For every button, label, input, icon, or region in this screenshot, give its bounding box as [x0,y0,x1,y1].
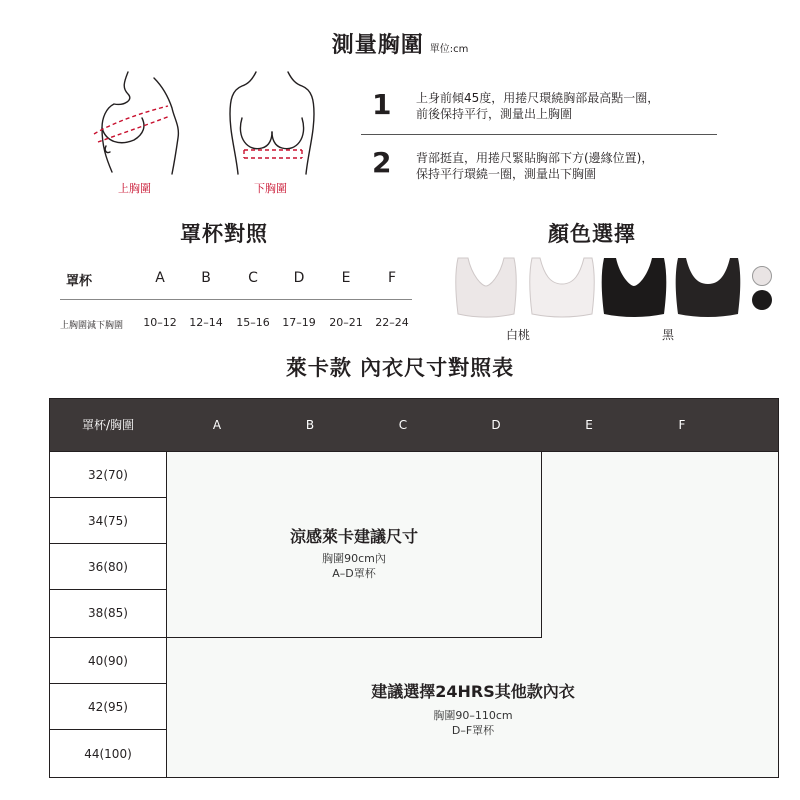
color-name-black: 黑 [662,328,675,342]
region-a-line-1: 胸圍90cm內 [322,552,386,565]
cup-letter: C [248,270,258,286]
cup-range: 20–21 [329,316,363,329]
page-title [0,28,800,59]
color-name-white-peach: 白桃 [506,328,531,342]
cup-range: 10–12 [143,316,177,329]
cup-range: 22–24 [375,316,409,329]
region-b-line-1: 胸圍90–110cm [433,709,513,722]
swatch-black[interactable] [752,290,772,310]
cup-range: 12–14 [189,316,223,329]
table-row-label: 44(100) [50,729,166,777]
bra-black-back [676,258,741,317]
upper-bust-label: 上胸圍 [118,182,151,195]
bra-white-front [456,258,517,317]
lower-bust-label: 下胸圍 [254,182,287,195]
table-corner-header: 罩杯/胸圍 [81,418,135,432]
table-col-header: E [585,418,593,432]
cup-row-label: 上胸圍減下胸圍 [60,321,124,331]
size-table [49,398,779,778]
bra-black-front [602,258,667,317]
unit-label: 單位:cm [429,44,469,55]
step-1-line-1: 上身前傾45度，用捲尺環繞胸部最高點一圈， [416,91,660,105]
table-region-other-products [166,637,778,777]
swatch-white-peach[interactable] [752,266,772,286]
table-row-label: 34(75) [50,497,166,543]
upper-bust-figure [84,68,184,176]
step-2-number: 2 [372,146,392,179]
bra-white-back [530,258,595,317]
table-row-label: 32(70) [50,451,166,497]
step-2-line-1: 背部挺直，用捲尺緊貼胸部下方(邊緣位置)， [416,151,654,165]
cup-letter: A [155,270,165,286]
size-table-title: 萊卡款 內衣尺寸對照表 [285,356,515,380]
table-region-recommended [166,451,542,638]
cup-header-label: 罩杯 [66,274,93,289]
step-1-text [416,90,659,122]
table-row-label: 38(85) [50,589,166,635]
region-a-title: 涼感萊卡建議尺寸 [289,527,418,546]
cup-letter: F [387,270,397,286]
table-header-row [50,399,778,451]
step-2-text [416,150,653,182]
cup-letter: E [341,270,351,286]
step-1-line-2: 前後保持平行，測量出上胸圍 [416,107,573,121]
region-a-line-2: A–D罩杯 [332,567,376,580]
table-col-header: A [212,418,222,432]
table-row-label: 40(90) [50,637,166,683]
cup-chart-rule [60,299,412,300]
step-1-number: 1 [372,88,392,121]
main-title-text: 測量胸圍 [331,33,424,58]
step-divider [361,134,717,135]
cup-range: 17–19 [282,316,316,329]
table-col-header: D [491,418,501,432]
table-region-empty [542,451,778,638]
step-2-line-2: 保持平行環繞一圈，測量出下胸圍 [416,167,597,181]
lower-bust-figure [222,68,322,176]
cup-letter: B [201,270,211,286]
bra-product-images [452,254,748,320]
table-row-label: 42(95) [50,683,166,729]
region-b-line-2: D–F罩杯 [451,724,495,737]
table-col-header: B [305,418,315,432]
region-b-title: 建議選擇24HRS其他款內衣 [371,682,575,701]
cup-range: 15–16 [236,316,270,329]
color-section-title: 顏色選擇 [548,222,636,246]
table-col-header: F [678,418,686,432]
table-row-label: 36(80) [50,543,166,589]
cup-letter: D [293,270,305,286]
cup-chart-title: 罩杯對照 [180,222,268,246]
table-col-header: C [398,418,408,432]
